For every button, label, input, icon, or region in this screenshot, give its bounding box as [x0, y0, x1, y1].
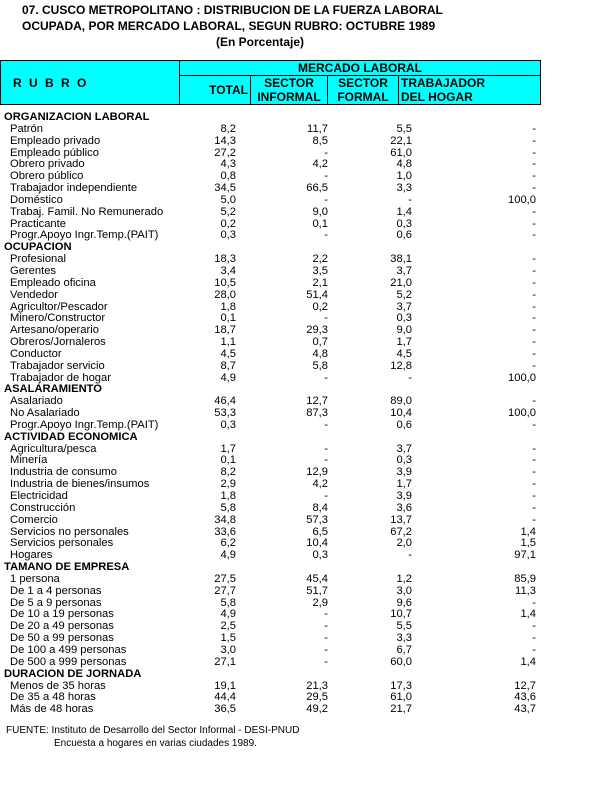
row-label: 1 persona [10, 573, 60, 585]
table-row [0, 302, 605, 314]
row-label: De 10 a 19 personas [10, 609, 114, 621]
total-cell: 27,7 [214, 584, 236, 597]
row-label: De 5 a 9 personas [10, 597, 102, 609]
total-cell: 36,5 [214, 703, 236, 716]
table-body [0, 112, 605, 716]
table-row [0, 645, 605, 657]
total-cell: 28,0 [214, 288, 236, 301]
informal-cell: 2,2 [312, 253, 328, 266]
formal-cell: 38,1 [390, 253, 412, 266]
total-cell: 8,2 [220, 122, 236, 135]
row-label: Minero/Constructor [10, 313, 106, 325]
hogar-cell: 12,7 [514, 679, 536, 692]
total-cell: 44,4 [214, 691, 236, 704]
formal-cell: 0,3 [396, 312, 412, 325]
table-row [0, 230, 605, 242]
informal-cell: 2,1 [312, 276, 328, 289]
row-label: Servicios personales [10, 538, 114, 550]
informal-cell: - [324, 655, 328, 668]
informal-cell: 87,3 [306, 407, 328, 420]
table-row [0, 503, 605, 515]
informal-cell: - [324, 146, 328, 159]
table-row [0, 290, 605, 302]
informal-cell: 4,2 [312, 158, 328, 171]
formal-cell: 3,3 [396, 632, 412, 645]
formal-header-1: SECTOR [328, 76, 399, 91]
row-label: Empleado privado [10, 135, 101, 147]
hogar-cell: - [532, 596, 536, 609]
row-label: Empleado público [10, 147, 99, 159]
formal-cell: 6,7 [396, 643, 412, 656]
informal-cell: - [324, 620, 328, 633]
formal-cell: 61,0 [390, 691, 412, 704]
formal-cell: 10,4 [390, 407, 412, 420]
row-label: Trabajador servicio [10, 360, 105, 372]
table-row [0, 479, 605, 491]
row-label: Comercio [10, 514, 58, 526]
hogar-cell: - [532, 643, 536, 656]
total-cell: 1,7 [220, 442, 236, 455]
hogar-cell: 100,0 [508, 193, 536, 206]
total-cell: 46,4 [214, 395, 236, 408]
row-label: Agricultor/Pescador [10, 301, 108, 313]
table-row [0, 420, 605, 432]
hogar-cell: 1,4 [520, 608, 536, 621]
formal-cell: - [408, 549, 412, 562]
hogar-cell: - [532, 418, 536, 431]
total-cell: 4,9 [220, 549, 236, 562]
row-label: Industria de bienes/insumos [10, 479, 150, 491]
row-label: Obreros/Jornaleros [10, 337, 106, 349]
row-label: No Asalariado [10, 408, 80, 420]
table-row [0, 467, 605, 479]
total-cell: 34,5 [214, 182, 236, 195]
informal-cell: - [324, 632, 328, 645]
hogar-cell: - [532, 347, 536, 360]
table-row [0, 159, 605, 171]
row-label: Progr.Apoyo Ingr.Temp.(PAIT) [10, 230, 159, 242]
informal-cell: - [324, 442, 328, 455]
informal-cell: 0,2 [312, 300, 328, 313]
row-label: Construcción [10, 502, 76, 514]
hogar-cell: 100,0 [508, 407, 536, 420]
total-cell: 4,9 [220, 371, 236, 384]
title-line-1: 07. CUSCO METROPOLITANO : DISTRIBUCION DE LA FUERZA LABORAL [22, 3, 443, 17]
total-cell: 34,8 [214, 513, 236, 526]
informal-cell: 29,3 [306, 324, 328, 337]
table-row [0, 373, 605, 385]
row-label: De 35 a 48 horas [10, 692, 96, 704]
formal-cell: 21,0 [390, 276, 412, 289]
formal-cell: 5,5 [396, 122, 412, 135]
informal-cell: 66,5 [306, 182, 328, 195]
formal-cell: 3,7 [396, 442, 412, 455]
hogar-cell: 11,3 [515, 584, 536, 597]
formal-cell: 0,6 [396, 418, 412, 431]
total-cell: 0,3 [220, 229, 236, 242]
formal-cell: 9,0 [396, 324, 412, 337]
total-cell: 0,1 [220, 312, 236, 325]
table-row [0, 586, 605, 598]
section-header [0, 112, 605, 124]
informal-cell: - [324, 170, 328, 183]
informal-cell: 6,5 [312, 525, 328, 538]
formal-cell: 9,6 [396, 596, 412, 609]
section-title: ACTIVIDAD ECONOMICA [4, 431, 138, 443]
table-row [0, 219, 605, 231]
total-cell: 0,3 [220, 418, 236, 431]
total-cell: 0,8 [220, 170, 236, 183]
hogar-cell: - [532, 288, 536, 301]
formal-cell: 3,3 [396, 182, 412, 195]
row-label: Obrero privado [10, 159, 85, 171]
row-label: Trabaj. Famil. No Remunerado [10, 206, 164, 218]
hogar-cell: 85,9 [514, 572, 536, 585]
total-cell: 14,3 [214, 134, 236, 147]
row-label: Minería [10, 455, 48, 467]
table-row [0, 266, 605, 278]
hogar-cell: 43,7 [514, 703, 536, 716]
row-label: Industria de consumo [10, 467, 117, 479]
informal-cell: 0,7 [312, 336, 328, 349]
formal-cell: 10,7 [390, 608, 412, 621]
hogar-cell: - [532, 300, 536, 313]
hogar-cell: - [532, 466, 536, 479]
mercado-laboral-header: MERCADO LABORAL [180, 61, 541, 76]
table-row [0, 621, 605, 633]
table-row [0, 254, 605, 266]
informal-cell: - [324, 371, 328, 384]
total-cell: 5,8 [220, 501, 236, 514]
hogar-cell: - [532, 276, 536, 289]
informal-cell: 0,3 [312, 549, 328, 562]
row-label: De 1 a 4 personas [10, 585, 102, 597]
section-title: ORGANIZACION LABORAL [4, 112, 150, 123]
row-label: Trabajador independiente [10, 183, 138, 195]
total-cell: 4,5 [220, 347, 236, 360]
formal-cell: 2,0 [396, 537, 412, 550]
informal-cell: 5,8 [312, 359, 328, 372]
total-cell: 3,4 [220, 264, 236, 277]
table-row [0, 361, 605, 373]
table-row [0, 325, 605, 337]
formal-cell: 3,7 [396, 264, 412, 277]
informal-cell: 51,7 [306, 584, 328, 597]
total-cell: 19,1 [214, 679, 236, 692]
hogar-cell: - [532, 513, 536, 526]
row-label: Empleado oficina [10, 277, 96, 289]
hogar-cell: - [532, 122, 536, 135]
hogar-cell: - [532, 182, 536, 195]
total-cell: 4,3 [220, 158, 236, 171]
section-header [0, 432, 605, 444]
section-title: OCUPACION [4, 242, 72, 254]
table-row [0, 633, 605, 645]
hogar-cell: - [532, 170, 536, 183]
footer-line-2: Encuesta a hogares en varias ciudades 1989. [54, 738, 257, 749]
total-cell: 1,5 [220, 632, 236, 645]
total-cell: 8,7 [220, 359, 236, 372]
total-cell: 18,7 [214, 324, 236, 337]
formal-cell: - [408, 193, 412, 206]
table-row [0, 195, 605, 207]
section-title: DURACION DE JORNADA [4, 668, 142, 680]
informal-cell: 0,1 [312, 217, 328, 230]
row-label: Gerentes [10, 265, 57, 277]
table-row [0, 515, 605, 527]
row-label: Menos de 35 horas [10, 680, 106, 692]
total-cell: 4,9 [220, 608, 236, 621]
formal-header-2: FORMAL [328, 90, 399, 105]
formal-cell: 89,0 [390, 395, 412, 408]
informal-cell: 4,8 [312, 347, 328, 360]
total-header: TOTAL [180, 76, 251, 105]
row-label: De 100 a 499 personas [10, 644, 127, 656]
row-label: Profesional [10, 254, 66, 266]
formal-cell: 67,2 [390, 525, 412, 538]
informal-cell: 12,9 [306, 466, 328, 479]
informal-header-1: SECTOR [251, 76, 328, 91]
table-row [0, 609, 605, 621]
informal-cell: 8,4 [312, 501, 328, 514]
total-cell: 8,2 [220, 466, 236, 479]
hogar-cell: - [532, 454, 536, 467]
informal-cell: - [324, 418, 328, 431]
hogar-cell: - [532, 442, 536, 455]
informal-cell: 2,9 [312, 596, 328, 609]
table-row [0, 148, 605, 160]
total-cell: 0,1 [220, 454, 236, 467]
formal-cell: 1,2 [396, 572, 412, 585]
hogar-header-2: DEL HOGAR [399, 90, 541, 105]
row-label: Doméstico [10, 194, 63, 206]
total-cell: 53,3 [214, 407, 236, 420]
total-cell: 18,3 [214, 253, 236, 266]
row-label: Conductor [10, 348, 62, 360]
formal-cell: 4,5 [396, 347, 412, 360]
total-cell: 27,5 [214, 572, 236, 585]
formal-cell: 17,3 [390, 679, 412, 692]
hogar-cell: - [532, 134, 536, 147]
hogar-cell: - [532, 253, 536, 266]
informal-cell: 3,5 [312, 264, 328, 277]
row-label: Electricidad [10, 491, 68, 502]
row-label: Patrón [10, 123, 43, 135]
row-label: Trabajador de hogar [10, 372, 111, 384]
hogar-cell: - [532, 359, 536, 372]
formal-cell: 22,1 [390, 134, 412, 147]
hogar-cell: - [532, 632, 536, 645]
row-label: Asalariado [10, 396, 63, 408]
row-label: Hogares [10, 550, 53, 562]
formal-cell: 0,3 [396, 217, 412, 230]
formal-cell: 0,6 [396, 229, 412, 242]
row-label: Obrero público [10, 171, 84, 183]
formal-cell: 1,7 [396, 336, 412, 349]
informal-cell: - [324, 608, 328, 621]
table-row [0, 574, 605, 586]
row-label: Progr.Apoyo Ingr.Temp.(PAIT) [10, 419, 159, 431]
formal-cell: 61,0 [390, 146, 412, 159]
row-label: Agricultura/pesca [10, 443, 97, 455]
total-cell: 1,8 [220, 300, 236, 313]
table-row [0, 598, 605, 610]
hogar-cell: - [532, 146, 536, 159]
formal-cell: 3,0 [396, 584, 412, 597]
formal-cell: - [408, 371, 412, 384]
formal-cell: 3,9 [396, 490, 412, 502]
table-row [0, 704, 605, 716]
hogar-cell: 1,4 [520, 525, 536, 538]
hogar-cell: 43,6 [514, 691, 536, 704]
title-line-2: OCUPADA, POR MERCADO LABORAL, SEGUN RUBRO: OCTUBRE 1989 [22, 19, 436, 33]
formal-cell: 1,7 [396, 478, 412, 491]
informal-cell: 9,0 [312, 205, 328, 218]
informal-cell: 49,2 [306, 703, 328, 716]
formal-cell: 1,4 [396, 205, 412, 218]
rubro-header: R U B R O [1, 61, 180, 105]
formal-cell: 1,0 [396, 170, 412, 183]
informal-cell: 45,4 [306, 572, 328, 585]
table-row [0, 444, 605, 456]
hogar-cell: - [532, 324, 536, 337]
row-label: Más de 48 horas [10, 704, 94, 716]
hogar-cell: - [532, 336, 536, 349]
formal-cell: 4,8 [396, 158, 412, 171]
formal-cell: 5,2 [396, 288, 412, 301]
hogar-cell: - [532, 229, 536, 242]
formal-cell: 3,9 [396, 466, 412, 479]
total-cell: 5,0 [220, 193, 236, 206]
hogar-cell: 1,4 [520, 655, 536, 668]
table-row [0, 491, 605, 503]
informal-cell: 21,3 [306, 679, 328, 692]
hogar-cell: - [532, 205, 536, 218]
total-cell: 5,2 [220, 205, 236, 218]
formal-cell: 12,8 [390, 359, 412, 372]
row-label: Artesano/operario [10, 325, 99, 337]
hogar-cell: 1,5 [520, 537, 536, 550]
row-label: De 20 a 49 personas [10, 621, 114, 633]
total-cell: 6,2 [220, 537, 236, 550]
table-row [0, 207, 605, 219]
hogar-header-1: TRABAJADOR [399, 76, 541, 91]
section-header [0, 242, 605, 254]
formal-cell: 21,7 [390, 703, 412, 716]
formal-cell: 0,3 [396, 454, 412, 467]
informal-cell: 51,4 [306, 288, 328, 301]
total-cell: 1,1 [220, 336, 236, 349]
formal-cell: 13,7 [390, 513, 412, 526]
row-label: Servicios no personales [10, 526, 129, 538]
hogar-cell: - [532, 395, 536, 408]
table-row [0, 349, 605, 361]
table-row [0, 527, 605, 539]
informal-cell: - [324, 312, 328, 325]
section-title: ASALARAMIENTO [4, 384, 102, 396]
hogar-cell: - [532, 217, 536, 230]
title-line-3: (En Porcentaje) [215, 35, 305, 49]
table-row [0, 337, 605, 349]
footer-source [6, 724, 299, 750]
informal-cell: 11,7 [307, 122, 328, 135]
section-header [0, 669, 605, 681]
table-row [0, 124, 605, 136]
formal-cell: 60,0 [390, 655, 412, 668]
total-cell: 3,0 [220, 643, 236, 656]
row-label: De 50 a 99 personas [10, 633, 114, 645]
informal-cell: - [324, 643, 328, 656]
informal-header-2: INFORMAL [251, 90, 328, 105]
row-label: De 500 a 999 personas [10, 656, 127, 668]
hogar-cell: - [532, 501, 536, 514]
informal-cell: 12,7 [306, 395, 328, 408]
informal-cell: - [324, 454, 328, 467]
informal-cell: 8,5 [312, 134, 328, 147]
hogar-cell: - [532, 312, 536, 325]
total-cell: 5,8 [220, 596, 236, 609]
informal-cell: 4,2 [312, 478, 328, 491]
hogar-cell: - [532, 264, 536, 277]
total-cell: 0,2 [220, 217, 236, 230]
section-header [0, 384, 605, 396]
total-cell: 2,5 [220, 620, 236, 633]
table-row [0, 550, 605, 562]
table-row [0, 136, 605, 148]
hogar-cell: - [532, 490, 536, 502]
hogar-cell: - [532, 478, 536, 491]
informal-cell: 29,5 [306, 691, 328, 704]
total-cell: 33,6 [214, 525, 236, 538]
row-label: Vendedor [10, 289, 58, 301]
informal-cell: - [324, 193, 328, 206]
hogar-cell: 97,1 [514, 549, 536, 562]
formal-cell: 3,7 [396, 300, 412, 313]
footer-line-1: FUENTE: Instituto de Desarrollo del Sector Informal - DESI-PNUD [6, 725, 300, 736]
table-row [0, 657, 605, 669]
hogar-cell: 100,0 [508, 371, 536, 384]
table-row [0, 278, 605, 290]
table-row [0, 313, 605, 325]
formal-cell: 5,5 [396, 620, 412, 633]
table-row [0, 171, 605, 183]
section-title: TAMAÑO DE EMPRESA [4, 562, 130, 574]
total-cell: 10,5 [214, 276, 236, 289]
table-row [0, 455, 605, 467]
table-header [0, 60, 541, 105]
table-row [0, 408, 605, 420]
informal-cell: 10,4 [306, 537, 328, 550]
informal-cell: - [324, 229, 328, 242]
formal-cell: 3,6 [396, 501, 412, 514]
informal-cell: 57,3 [306, 513, 328, 526]
row-label: Practicante [10, 218, 66, 230]
informal-cell: - [324, 490, 328, 502]
total-cell: 27,2 [214, 146, 236, 159]
total-cell: 1,8 [220, 490, 236, 502]
hogar-cell: - [532, 620, 536, 633]
total-cell: 2,9 [220, 478, 236, 491]
hogar-cell: - [532, 158, 536, 171]
total-cell: 27,1 [214, 655, 236, 668]
